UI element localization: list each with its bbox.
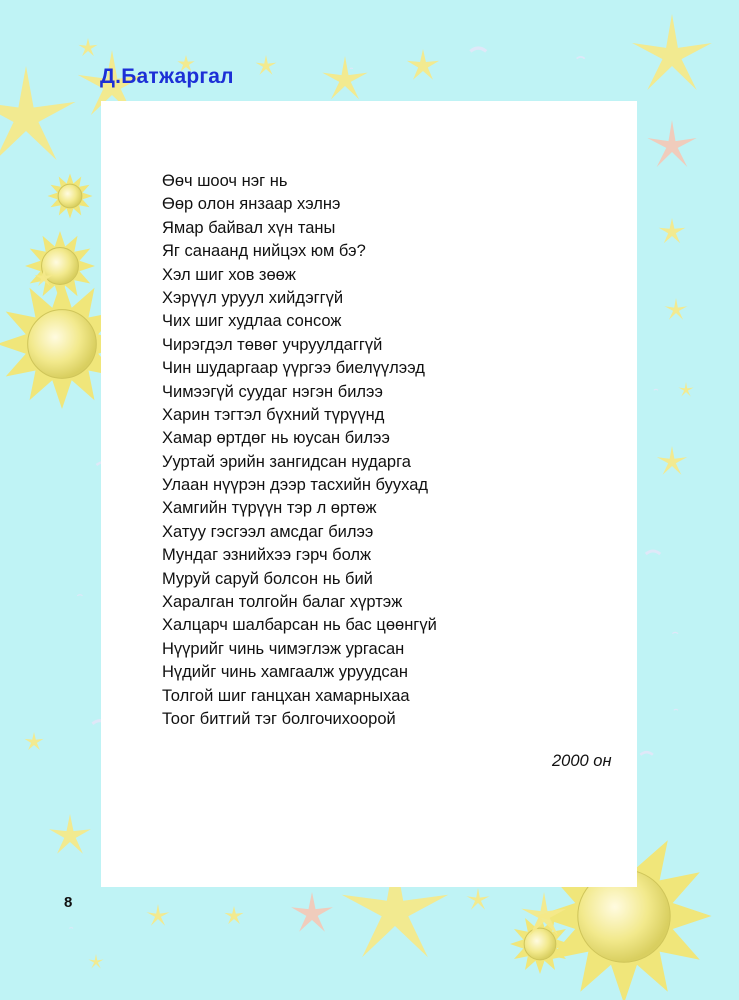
star-icon	[647, 120, 696, 167]
crescent-moon-face-icon	[70, 576, 92, 620]
page-number: 8	[64, 894, 73, 911]
poem-line: Чирэгдэл төвөг учруулдаггүй	[162, 335, 383, 354]
poem-line: Чих шиг худлаа сонсож	[162, 312, 342, 331]
poem-line: Ямар байвал хүн таны	[162, 218, 336, 237]
star-icon	[88, 954, 103, 969]
crescent-moon-face-icon	[646, 374, 664, 410]
poem-line: Ууртай эрийн зангидсан нударга	[162, 452, 411, 471]
star-icon	[657, 446, 687, 475]
star-icon	[322, 56, 368, 99]
poem-line: Хамар өртдөг нь юусан билээ	[162, 429, 390, 448]
poem-line: Харалган толгойн балаг хүртэж	[162, 593, 403, 612]
star-icon	[49, 814, 91, 854]
crescent-moon-face-icon	[666, 694, 684, 730]
star-icon	[25, 732, 44, 750]
star-icon	[632, 14, 712, 90]
star-icon	[0, 66, 76, 160]
poem-line: Яг санаанд нийцэх юм бэ?	[162, 242, 366, 261]
poem-line: Хатуу гэсгээл амсдаг билээ	[162, 522, 374, 541]
poem-line: Нүдийг чинь хамгаалж уруудсан	[162, 663, 408, 682]
poem-text	[162, 170, 437, 731]
author-name: Д.Батжаргал	[100, 65, 234, 88]
crescent-moon-face-icon	[562, 28, 596, 96]
star-icon	[678, 382, 693, 397]
star-icon	[665, 298, 688, 320]
star-icon	[225, 906, 244, 924]
poem-line: Чимээгүй суудаг нэгэн билээ	[162, 382, 383, 401]
poem-line: Харин тэгтэл бүхний түрүүнд	[162, 405, 385, 424]
poem-line: Хамгийн түрүүн тэр л өртөж	[162, 499, 377, 518]
poem-date: 2000 он	[552, 752, 612, 770]
crescent-moon-face-icon	[64, 914, 80, 946]
poem-line: Толгой шиг ганцхан хамарныхаа	[162, 686, 410, 705]
poem-line: Муруй саруй болсон нь бий	[162, 569, 373, 588]
poem-line: Хэрүүл уруул хийдэггүй	[162, 288, 344, 307]
crescent-moon-face-icon	[662, 612, 686, 660]
poem-line: Халцарч шалбарсан нь бас цөөнгүй	[162, 616, 437, 635]
poem-line: Өөч шооч нэг нь	[162, 172, 288, 190]
poem-line: Тоог битгий тэг болгочихоорой	[162, 709, 396, 728]
star-icon	[467, 888, 490, 910]
poem-line: Өөр олон янзаар хэлнэ	[162, 195, 341, 214]
poem-line: Хэл шиг хов зөөж	[162, 265, 296, 284]
sun-icon	[48, 174, 93, 219]
star-icon	[256, 55, 277, 75]
poem-line: Мундаг эзнийхээ гэрч болж	[162, 546, 372, 565]
sun-icon	[25, 231, 95, 301]
star-icon	[407, 49, 439, 80]
star-icon	[659, 218, 686, 243]
star-icon	[147, 904, 170, 926]
poem-line: Чин шударгаар үүргээ биелүүлээд	[162, 359, 425, 378]
poem-line: Улаан нүүрэн дээр тасхийн буухад	[162, 476, 429, 495]
star-icon	[79, 38, 98, 56]
star-icon	[291, 892, 333, 932]
poem-line: Нүүрийг чинь чимэглэж ургасан	[162, 639, 405, 658]
